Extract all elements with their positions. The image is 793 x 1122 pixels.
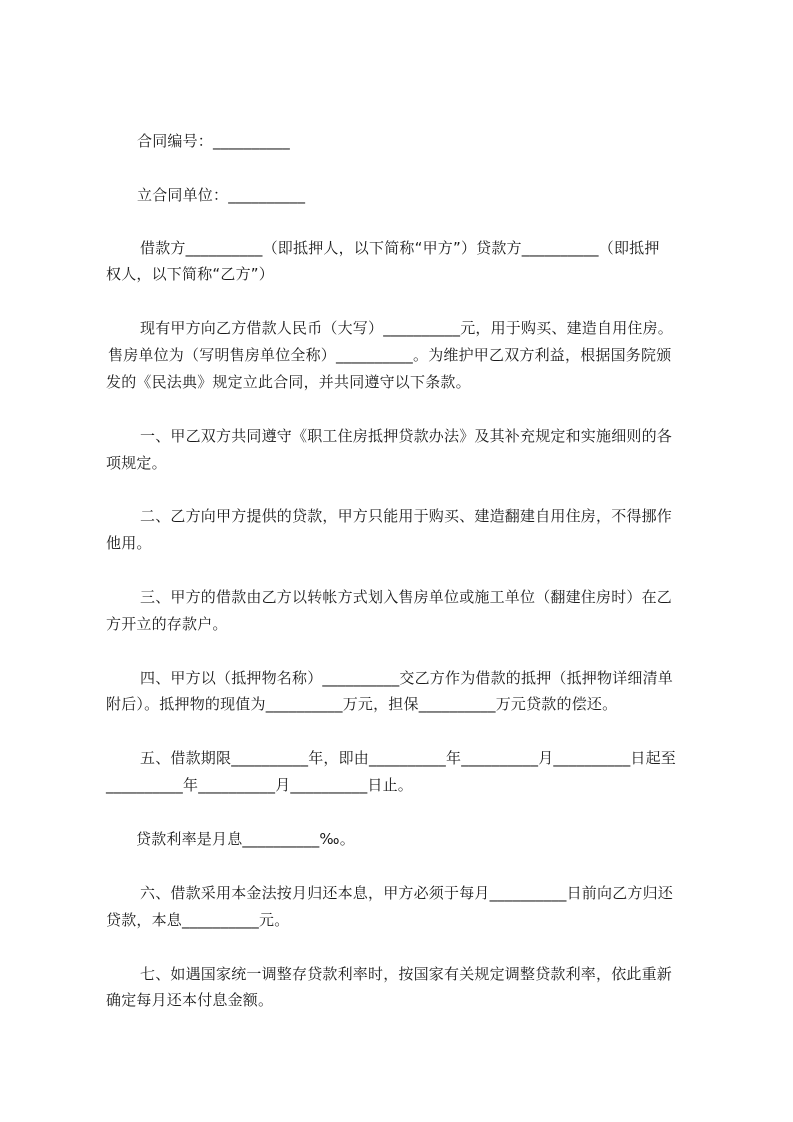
preamble-line-3: 发的《民法典》规定立此合同，并共同遵守以下条款。 bbox=[106, 373, 471, 391]
parties-line-1: 借款方__________（即抵押人，以下简称“甲方”）贷款方__________（即抵押 bbox=[140, 239, 660, 257]
contracting-unit-line: 立合同单位：__________ bbox=[137, 186, 306, 204]
interest-rate-line: 贷款利率是月息__________‰。 bbox=[136, 830, 355, 848]
clause-4-line-1: 四、甲方以（抵押物名称）__________交乙方作为借款的抵押（抵押物详细清单 bbox=[140, 669, 674, 687]
parties-line-2: 权人，以下简称“乙方”） bbox=[106, 265, 274, 283]
clause-3-line-2: 方开立的存款户。 bbox=[106, 615, 228, 633]
contract-number-line: 合同编号：__________ bbox=[137, 132, 291, 150]
clause-5-line-2: __________年__________月__________日止。 bbox=[106, 776, 414, 794]
clause-7-line-1: 七、如遇国家统一调整存贷款利率时，按国家有关规定调整贷款利率，依此重新 bbox=[140, 965, 673, 983]
clause-7-line-2: 确定每月还本付息金额。 bbox=[106, 991, 274, 1009]
clause-4-line-2: 附后）。抵押物的现值为__________万元，担保__________万元贷款的偿还。 bbox=[106, 695, 618, 713]
clause-1-line-1: 一、甲乙双方共同遵守《职工住房抵押贷款办法》及其补充规定和实施细则的各 bbox=[140, 427, 673, 445]
clause-3-line-1: 三、甲方的借款由乙方以转帐方式划入售房单位或施工单位（翻建住房时）在乙 bbox=[140, 588, 673, 606]
preamble-line-2: 售房单位为（写明售房单位全称）__________。为维护甲乙双方利益，根据国务院颁 bbox=[108, 346, 672, 364]
clause-5-line-1: 五、借款期限__________年，即由__________年__________月__________日起至 bbox=[140, 749, 677, 767]
clause-6-line-1: 六、借款采用本金法按月归还本息，甲方必须于每月__________日前向乙方归还 bbox=[140, 884, 674, 902]
clause-1-line-2: 项规定。 bbox=[106, 454, 167, 472]
preamble-line-1: 现有甲方向乙方借款人民币（大写）__________元，用于购买、建造自用住房。 bbox=[140, 319, 674, 337]
clause-6-line-2: 贷款，本息__________元。 bbox=[106, 911, 290, 929]
clause-2-line-1: 二、乙方向甲方提供的贷款，甲方只能用于购买、建造翻建自用住房，不得挪作 bbox=[140, 507, 673, 525]
clause-2-line-2: 他用。 bbox=[106, 534, 152, 552]
